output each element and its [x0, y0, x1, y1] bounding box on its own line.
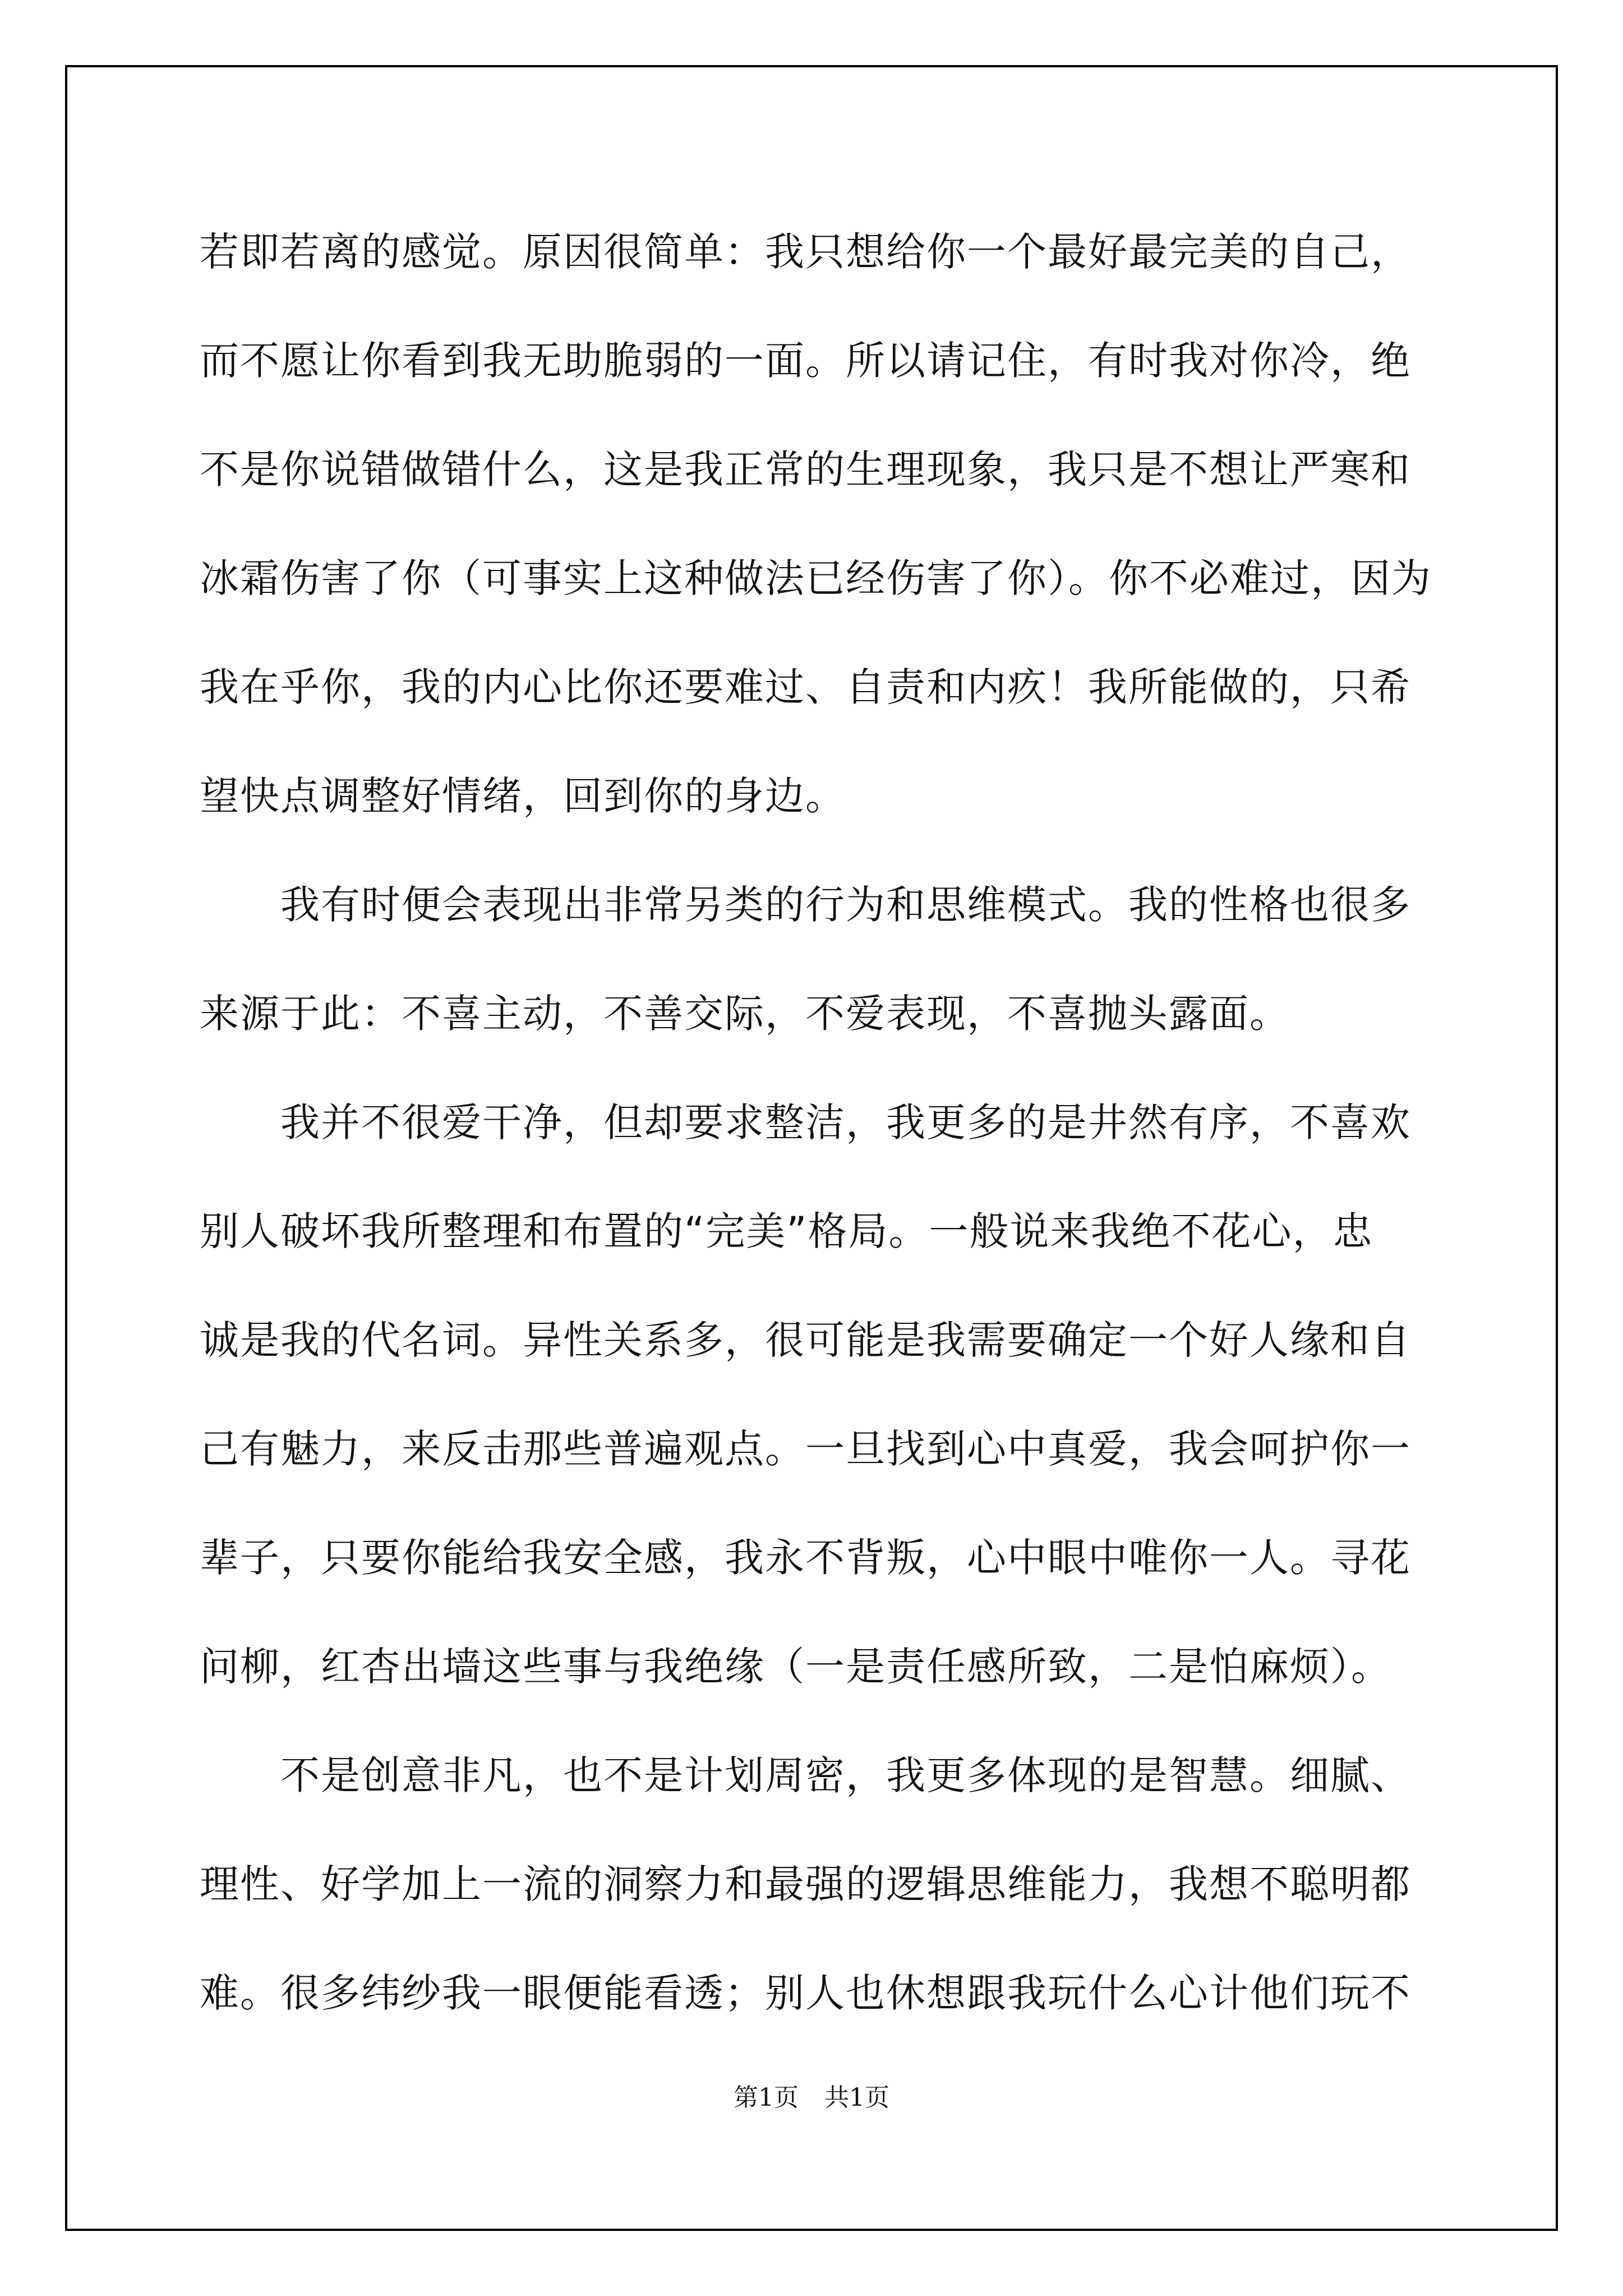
body-line: 而不愿让你看到我无助脆弱的一面。所以请记住，有时我对你冷，绝 — [200, 338, 1411, 384]
body-line: 辈子，只要你能给我安全感，我永不背叛，心中眼中唯你一人。寻花 — [200, 1535, 1411, 1581]
body-line: 望快点调整好情绪，回到你的身边。 — [200, 773, 846, 819]
page-footer — [0, 2081, 1623, 2115]
paragraph-start-line: 我有时便会表现出非常另类的行为和思维模式。我的性格也很多 — [280, 882, 1411, 928]
body-line: 冰霜伤害了你（可事实上这种做法已经伤害了你）。你不必难过，因为 — [200, 555, 1432, 601]
page-total: 共1页 — [824, 2083, 889, 2112]
body-line: 诚是我的代名词。异性关系多，很可能是我需要确定一个好人缘和自 — [200, 1317, 1411, 1363]
body-line: 问柳，红杏出墙这些事与我绝缘（一是责任感所致，二是怕麻烦）。 — [200, 1644, 1391, 1690]
body-line: 不是你说错做错什么，这是我正常的生理现象，我只是不想让严寒和 — [200, 447, 1411, 493]
body-line: 己有魅力，来反击那些普遍观点。一旦找到心中真爱，我会呵护你一 — [200, 1426, 1411, 1472]
body-line: 别人破坏我所整理和布置的“完美”格局。一般说来我绝不花心，忠 — [200, 1208, 1373, 1254]
body-line: 理性、好学加上一流的洞察力和最强的逻辑思维能力，我想不聪明都 — [200, 1861, 1411, 1907]
body-line: 若即若离的感觉。原因很简单：我只想给你一个最好最完美的自己， — [200, 229, 1411, 275]
body-line: 来源于此：不喜主动，不善交际，不爱表现，不喜抛头露面。 — [200, 991, 1290, 1037]
page-number: 第1页 — [734, 2083, 799, 2112]
paragraph-start-line: 不是创意非凡，也不是计划周密，我更多体现的是智慧。细腻、 — [280, 1752, 1411, 1798]
paragraph-start-line: 我并不很爱干净，但却要求整洁，我更多的是井然有序，不喜欢 — [280, 1099, 1411, 1145]
body-line: 我在乎你，我的内心比你还要难过、自责和内疚！我所能做的，只希 — [200, 664, 1411, 710]
body-line: 难。很多纬纱我一眼便能看透；别人也休想跟我玩什么心计他们玩不 — [200, 1970, 1411, 2016]
